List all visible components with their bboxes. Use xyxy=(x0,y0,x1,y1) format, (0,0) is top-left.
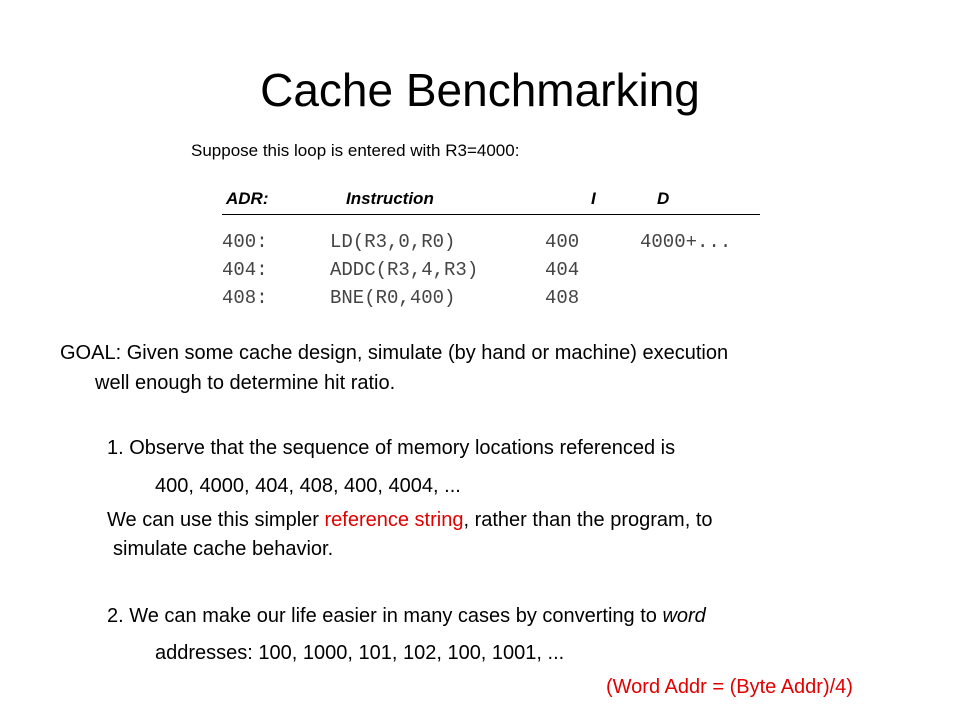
header-rule xyxy=(222,214,760,215)
point1-line-3 xyxy=(107,506,713,534)
word-addr-note: (Word Addr = (Byte Addr)/4) xyxy=(606,676,853,698)
point2-line-1 xyxy=(107,602,706,630)
point2-line-2: addresses: 100, 1000, 101, 102, 100, 1001, ... xyxy=(155,642,565,664)
header-d: D xyxy=(657,189,670,208)
intro-text: Suppose this loop is entered with R3=4000: xyxy=(191,141,520,160)
slide-title: Cache Benchmarking xyxy=(260,64,700,116)
row-2-adr: 404: xyxy=(222,259,268,281)
row-1-i: 400 xyxy=(545,231,580,253)
row-3-instruction: BNE(R0,400) xyxy=(330,287,456,309)
row-2-instruction: ADDC(R3,4,R3) xyxy=(330,259,479,281)
row-1-instruction: LD(R3,0,R0) xyxy=(330,231,456,253)
point1-line-3-after: , rather than the program, to xyxy=(463,509,713,531)
point1-line-4: simulate cache behavior. xyxy=(113,538,334,560)
point1-sequence: 400, 4000, 404, 408, 400, 4004, ... xyxy=(155,475,461,497)
row-1-d: 4000+... xyxy=(640,231,732,253)
row-1-adr: 400: xyxy=(222,231,268,253)
reference-string-highlight: reference string xyxy=(324,509,464,531)
point1-line-3-before: We can use this simpler xyxy=(107,509,325,531)
point1-line-1: 1. Observe that the sequence of memory locations referenced is xyxy=(107,437,676,459)
header-instruction: Instruction xyxy=(346,189,434,208)
goal-line-1: GOAL: Given some cache design, simulate (by hand or machine) execution xyxy=(60,342,729,364)
word-emphasis: word xyxy=(662,605,706,627)
row-3-i: 408 xyxy=(545,287,580,309)
point2-line-1-before: 2. We can make our life easier in many cases by converting to xyxy=(107,605,663,627)
row-2-i: 404 xyxy=(545,259,580,281)
header-adr: ADR: xyxy=(226,189,269,208)
row-3-adr: 408: xyxy=(222,287,268,309)
header-i: I xyxy=(591,189,596,208)
goal-line-2: well enough to determine hit ratio. xyxy=(95,372,396,394)
